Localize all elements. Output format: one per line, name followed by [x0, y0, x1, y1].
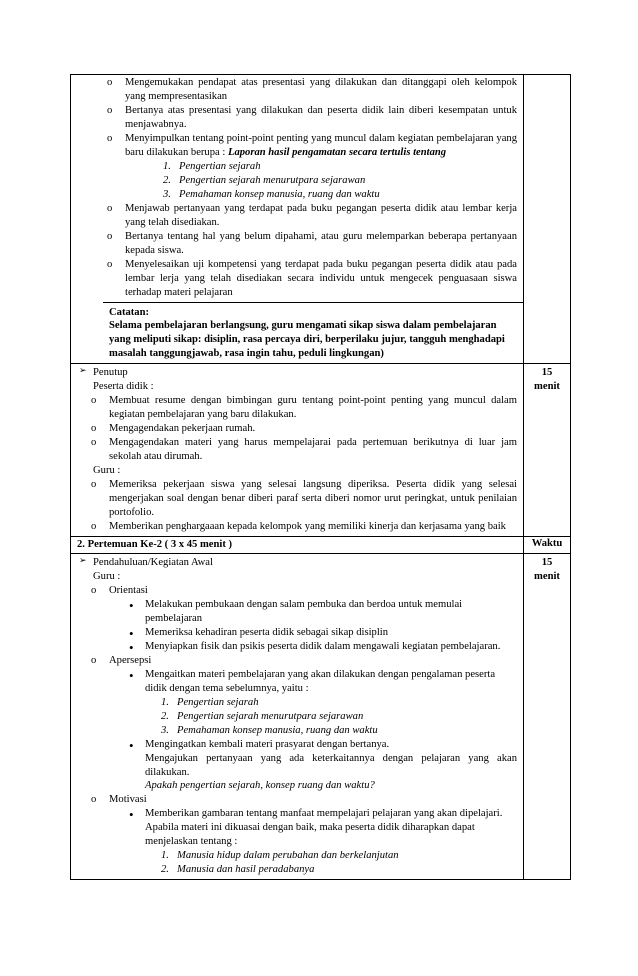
topic-list	[125, 160, 517, 202]
intro-title: ➢ Pendahuluan/Kegiatan Awal	[77, 556, 517, 570]
lesson-plan-page	[70, 74, 569, 880]
students-label: Peserta didik :	[93, 381, 154, 393]
topic-list	[145, 849, 517, 877]
list-item: o Memberikan penghargaaan kepada kelompok yang memiliki kinerja dan kerjasama yang baik	[87, 520, 517, 534]
list-item: o Bertanya atas presentasi yang dilakukan dan peserta didik lain diberi kesempatan untuk menjawabnya.	[103, 104, 517, 132]
activity-list	[103, 76, 517, 300]
teacher-label: Guru :	[93, 570, 121, 582]
list-item: • Menyiapkan fisik dan psikis peserta didik dalam mengawali kegiatan pembelajaran.	[123, 640, 517, 654]
core-activities-cell	[71, 75, 524, 364]
list-item	[87, 793, 517, 877]
list-item: o Menjawab pertanyaan yang terdapat pada buku pegangan peserta didik atau lembar kerja yang telah disediakan.	[103, 202, 517, 230]
list-item: • Mengaitkan materi pembelajaran yang akan dilakukan dengan pengalaman peserta didik dengan tema sebelumnya, yaitu : 1. Pengertian sejarah 2. Pengertian sejarah menurutpara sejarawan 3. Pemahaman konsep manusia, ruang dan waktu	[123, 668, 517, 738]
table-row	[71, 364, 571, 537]
list-item: • Memberikan gambaran tentang manfaat mempelajari pelajaran yang akan dipelajari. Apabila materi ini dikuasai dengan baik, maka peserta didik diharapkan dapat menjelaskan tentang : 1. Manusia hidup dalam perubahan dan berkelanjutan 2. Manusia dan hasil peradabanya	[123, 807, 517, 877]
lesson-table	[70, 74, 571, 880]
list-item: 3. Pemahaman konsep manusia, ruang dan waktu	[161, 724, 378, 736]
list-item: 1. Pengertian sejarah	[161, 696, 259, 708]
time-header: Waktu	[524, 537, 571, 554]
intro-cell	[71, 553, 524, 879]
note-label: Catatan:	[109, 306, 150, 318]
time-cell	[524, 75, 571, 364]
table-row	[71, 553, 571, 879]
table-row	[71, 75, 571, 364]
list-item: 2. Pengertian sejarah menurutpara sejarawan	[163, 174, 366, 186]
list-item: o Mengemukakan pendapat atas presentasi yang dilakukan dan ditanggapi oleh kelompok yang mempresentasikan	[103, 76, 517, 104]
list-item: 2. Manusia dan hasil peradabanya	[161, 864, 315, 876]
table-row	[71, 537, 571, 554]
meeting-2-title: 2. Pertemuan Ke-2 ( 3 x 45 menit )	[71, 537, 524, 554]
teacher-label: Guru :	[93, 465, 121, 477]
list-item	[87, 584, 517, 654]
note-text: Selama pembelajaran berlangsung, guru mengamati sikap siswa dalam pembelajaran yang meliputi sikap: disiplin, rasa percaya diri, berperilaku jujur, tangguh menghadapi masalah tanggungjawab, rasa ingin tahu, peduli lingkungan)	[109, 320, 505, 360]
list-item: o Menyelesaikan uji kompetensi yang terdapat pada buku pegangan peserta didik atau pada lembar lerja yang telah disediakan secara individu untuk mengecek penguasaan siswa terhadap materi pelajaran	[103, 258, 517, 300]
list-item: 3. Pemahaman konsep manusia, ruang dan waktu	[163, 188, 380, 200]
orientation-list	[109, 598, 517, 654]
list-item: o Mengagendakan materi yang harus mempelajarai pada pertemuan berikutnya di luar jam sekolah atau dirumah.	[87, 436, 517, 464]
apperception-list	[109, 668, 517, 794]
students-list	[77, 394, 517, 464]
apperception-label: Apersepsi	[109, 654, 152, 666]
list-item: 1. Manusia hidup dalam perubahan dan berkelanjutan	[161, 850, 399, 862]
list-item: • Melakukan pembukaan dengan salam pembuka dan berdoa untuk memulai pembelajaran	[123, 598, 517, 626]
list-item: o Memeriksa pekerjaan siswa yang selesai langsung diperiksa. Peserta didik yang selesai mengerjakan soal dengan benar diberi paraf serta diberi nomor urut peringkat, untuk penilaian portofolio.	[87, 478, 517, 520]
list-item: o Mengagendakan pekerjaan rumah.	[87, 422, 517, 436]
closing-time: 15 menit	[524, 364, 571, 537]
orientation-label: Orientasi	[109, 584, 148, 596]
motivation-label: Motivasi	[109, 794, 147, 806]
list-item	[87, 654, 517, 794]
teacher-list	[77, 478, 517, 534]
list-item: o Bertanya tentang hal yang belum dipahami, atau guru melemparkan beberapa pertanyaan kepada siswa.	[103, 230, 517, 258]
intro-list	[77, 584, 517, 877]
list-item: 2. Pengertian sejarah menurutpara sejarawan	[161, 710, 364, 722]
list-item: • Mengingatkan kembali materi prasyarat dengan bertanya. Mengajukan pertanyaan yang ada keterkaitannya dengan pelajaran yang akan dilakukan. Apakah pengertian sejarah, konsep ruang dan waktu?	[123, 738, 517, 794]
list-item: • Memeriksa kehadiran peserta didik sebagai sikap disiplin	[123, 626, 517, 640]
list-item: 1. Pengertian sejarah	[163, 160, 261, 172]
list-item: o Menyimpulkan tentang point-point penting yang muncul dalam kegiatan pembelajaran yang baru dilakukan berupa : Laporan hasil pengamatan secara tertulis tentang 1. Pengertian sejarah 2. Pengertian sejarah menurutpara sejarawan 3. Pemahaman konsep manusia, ruang dan waktu	[103, 132, 517, 202]
closing-cell	[71, 364, 524, 537]
closing-title: ➢ Penutup	[77, 366, 517, 380]
motivation-list	[109, 807, 517, 877]
list-item: o Membuat resume dengan bimbingan guru tentang point-point penting yang muncul dalam kegiatan pembelajaran yang baru dilakukan.	[87, 394, 517, 422]
topic-list	[145, 696, 517, 738]
note-box	[103, 302, 524, 364]
intro-time: 15 menit	[524, 553, 571, 879]
